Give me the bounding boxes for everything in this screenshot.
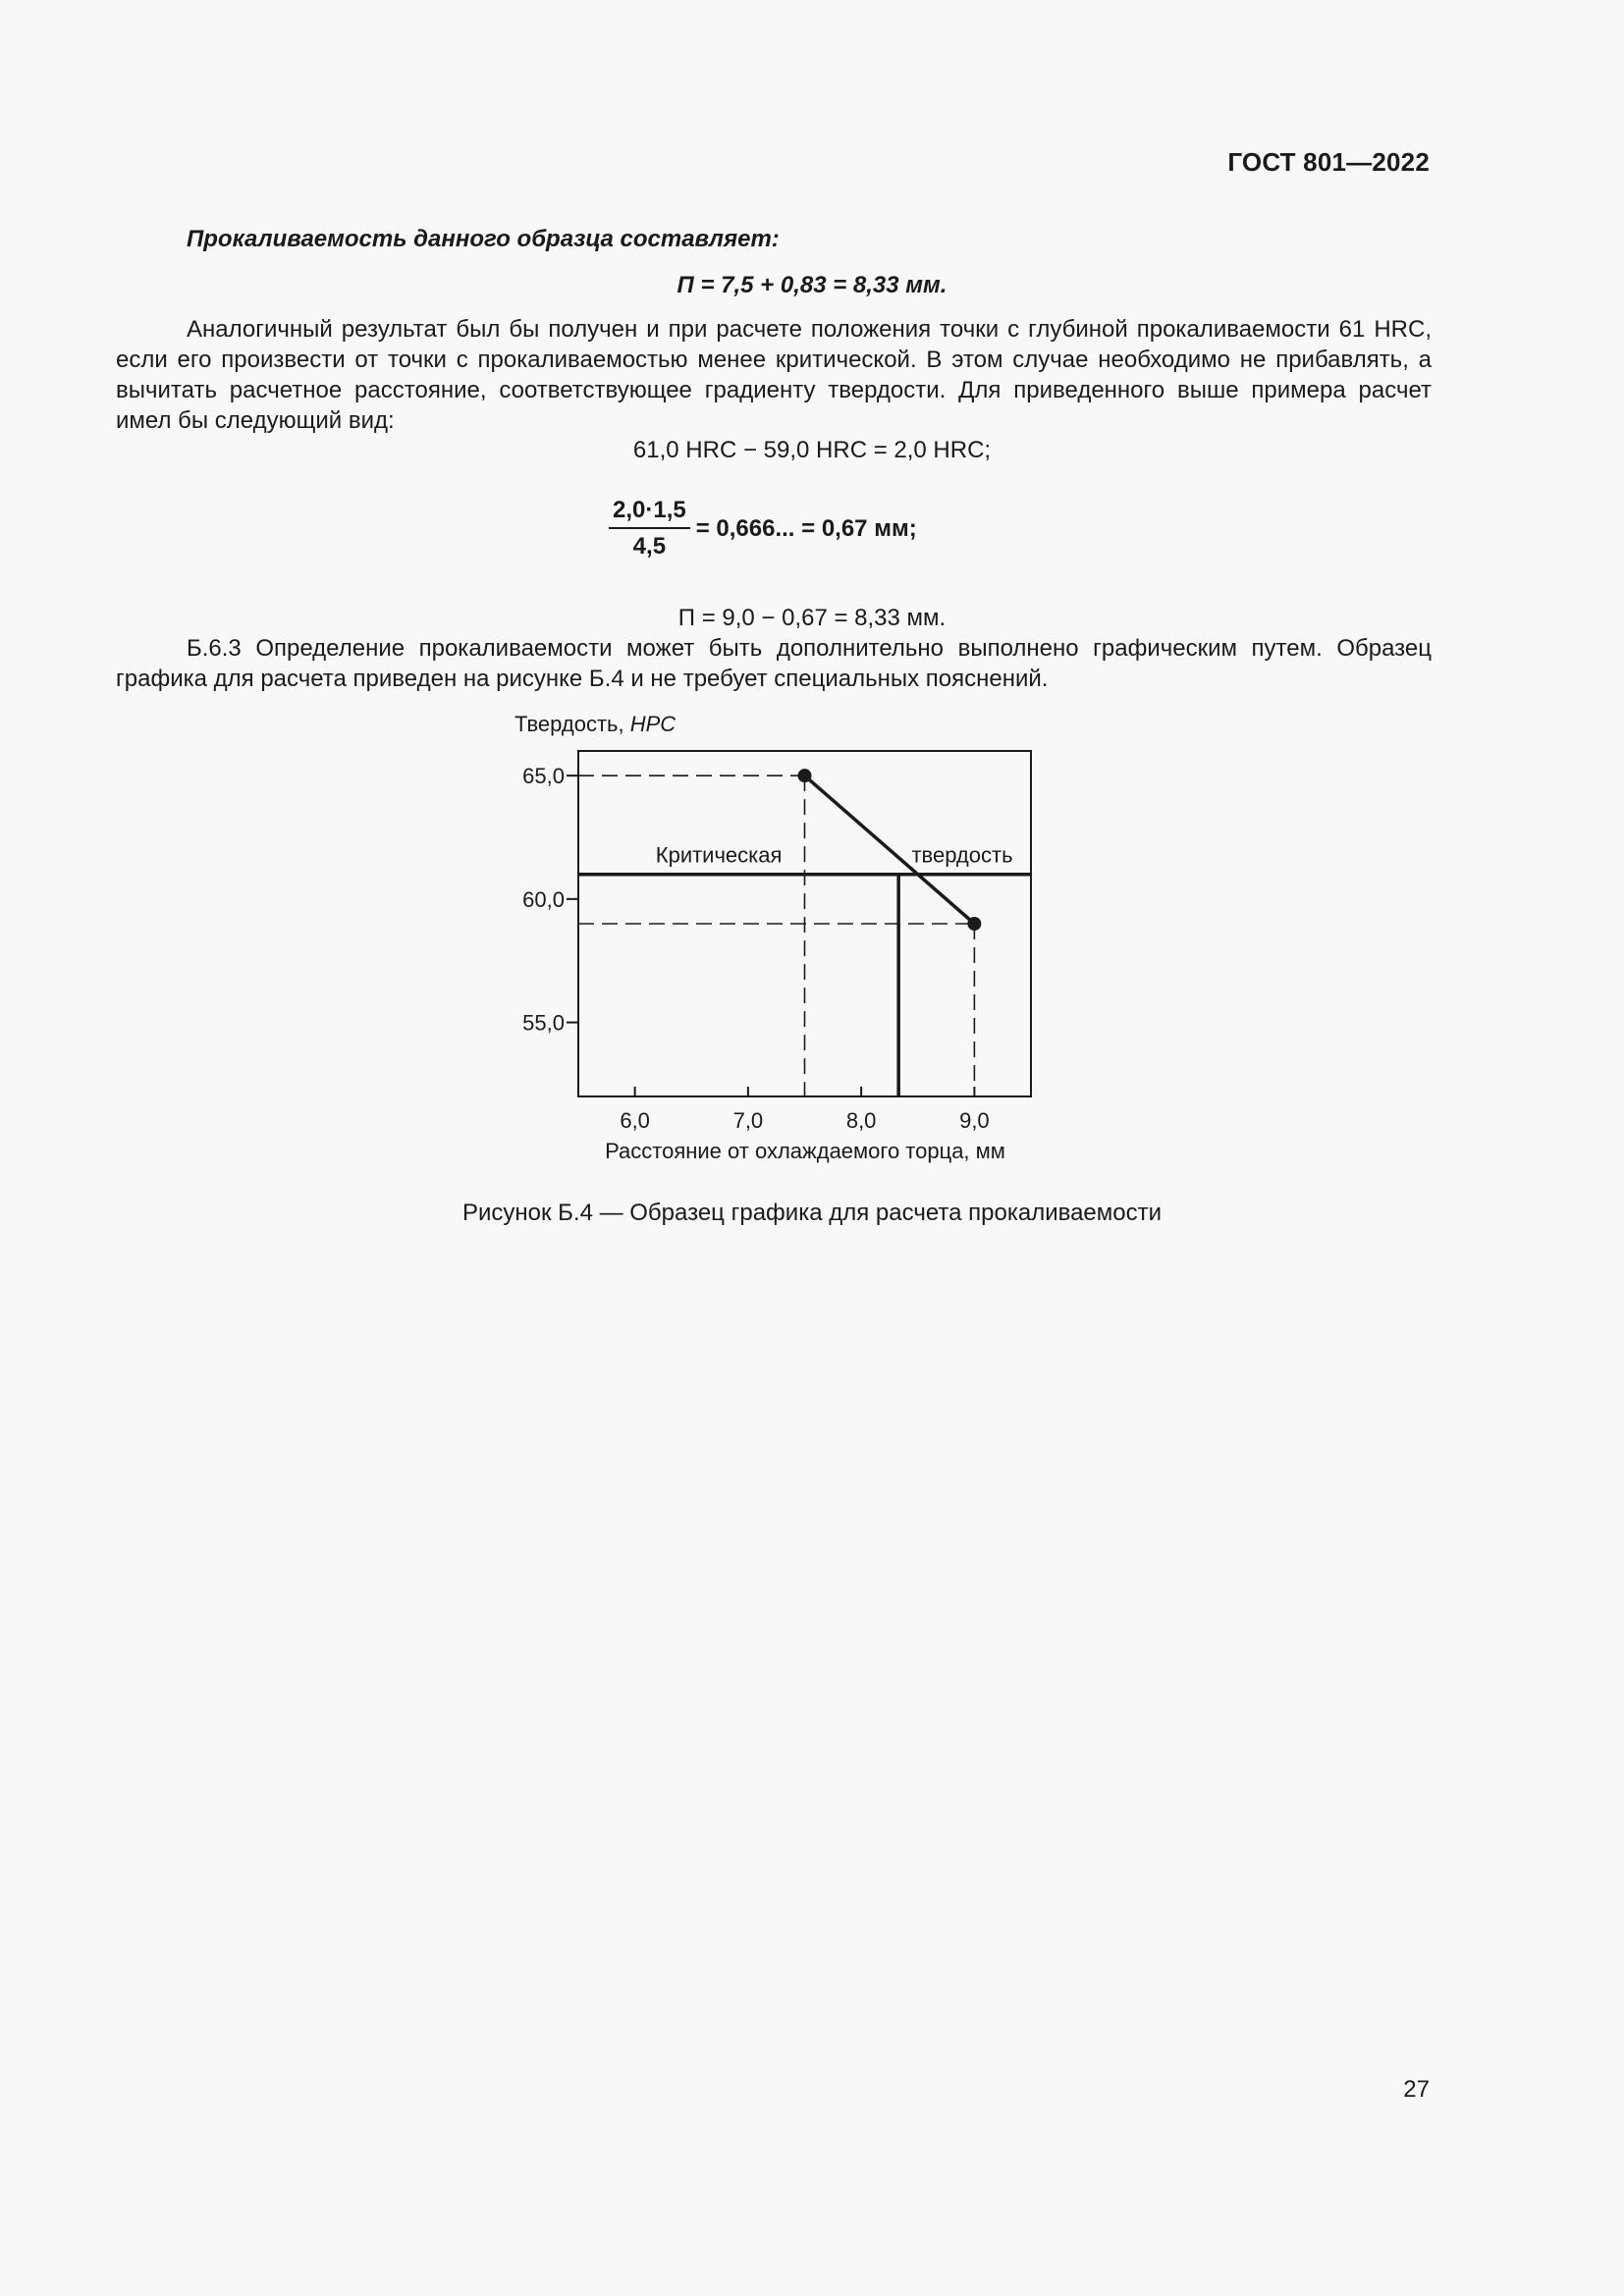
y-tick-label-0: 65,0 (522, 764, 565, 789)
data-point-0 (798, 769, 812, 782)
paragraph-1 (116, 314, 1432, 436)
x-tick-label-0: 6,0 (620, 1108, 650, 1133)
figure-caption: Рисунок Б.4 — Образец графика для расчета прокаливаемости (461, 1200, 1163, 1226)
section-heading: Прокаливаемость данного образца составляет: (187, 226, 780, 252)
critical-label-right: твердость (911, 842, 1013, 868)
y-axis-label-prefix: Твердость, (514, 712, 630, 736)
fraction-equation (609, 497, 917, 561)
y-tick-label-2: 55,0 (522, 1010, 565, 1036)
x-tick-label-2: 8,0 (845, 1108, 877, 1133)
paragraph-1-text: Аналогичный результат был бы получен и при расчете положения точки с глубиной прокаливаемости 61 HRC, если его произвести от точки с прокаливаемостью менее критической. В этом случае необходимо не прибавлять, а вычитать расчетное расстояние, соответствующее градиенту твердости. Для приведенного выше примера расчет имел бы следующий вид: (116, 316, 1432, 434)
chart-layer (522, 764, 1031, 1133)
hardenability-chart (491, 707, 1080, 1178)
y-tick-label-1: 60,0 (522, 886, 565, 912)
critical-label-left: Критическая (655, 842, 783, 868)
fraction (609, 497, 690, 561)
main-formula: П = 7,5 + 0,83 = 8,33 мм. (677, 272, 947, 298)
fraction-denominator: 4,5 (632, 533, 667, 560)
page-number: 27 (1403, 2076, 1430, 2103)
paragraph-2-text: Б.6.3 Определение прокаливаемости может быть дополнительно выполнено графическим путем. Образец графика для расчета приведен на рисунке Б.4 и не требует специальных пояснений. (116, 635, 1432, 692)
fraction-result: = 0,666... = 0,67 мм; (695, 514, 917, 542)
x-axis-label: Расстояние от охлаждаемого торца, мм (605, 1139, 1005, 1163)
paragraph-2 (116, 633, 1432, 694)
data-point-1 (967, 917, 981, 931)
fraction-numerator: 2,0·1,5 (609, 497, 690, 529)
y-axis-label-unit: HPC (629, 712, 677, 736)
y-axis-label (514, 712, 676, 736)
equation-hrc-difference: 61,0 HRC − 59,0 HRC = 2,0 HRC; (632, 437, 992, 463)
equation-result: П = 9,0 − 0,67 = 8,33 мм. (677, 605, 947, 631)
standard-header: ГОСТ 801—2022 (1227, 147, 1430, 177)
x-tick-label-1: 7,0 (732, 1108, 764, 1133)
x-tick-label-3: 9,0 (959, 1108, 990, 1133)
